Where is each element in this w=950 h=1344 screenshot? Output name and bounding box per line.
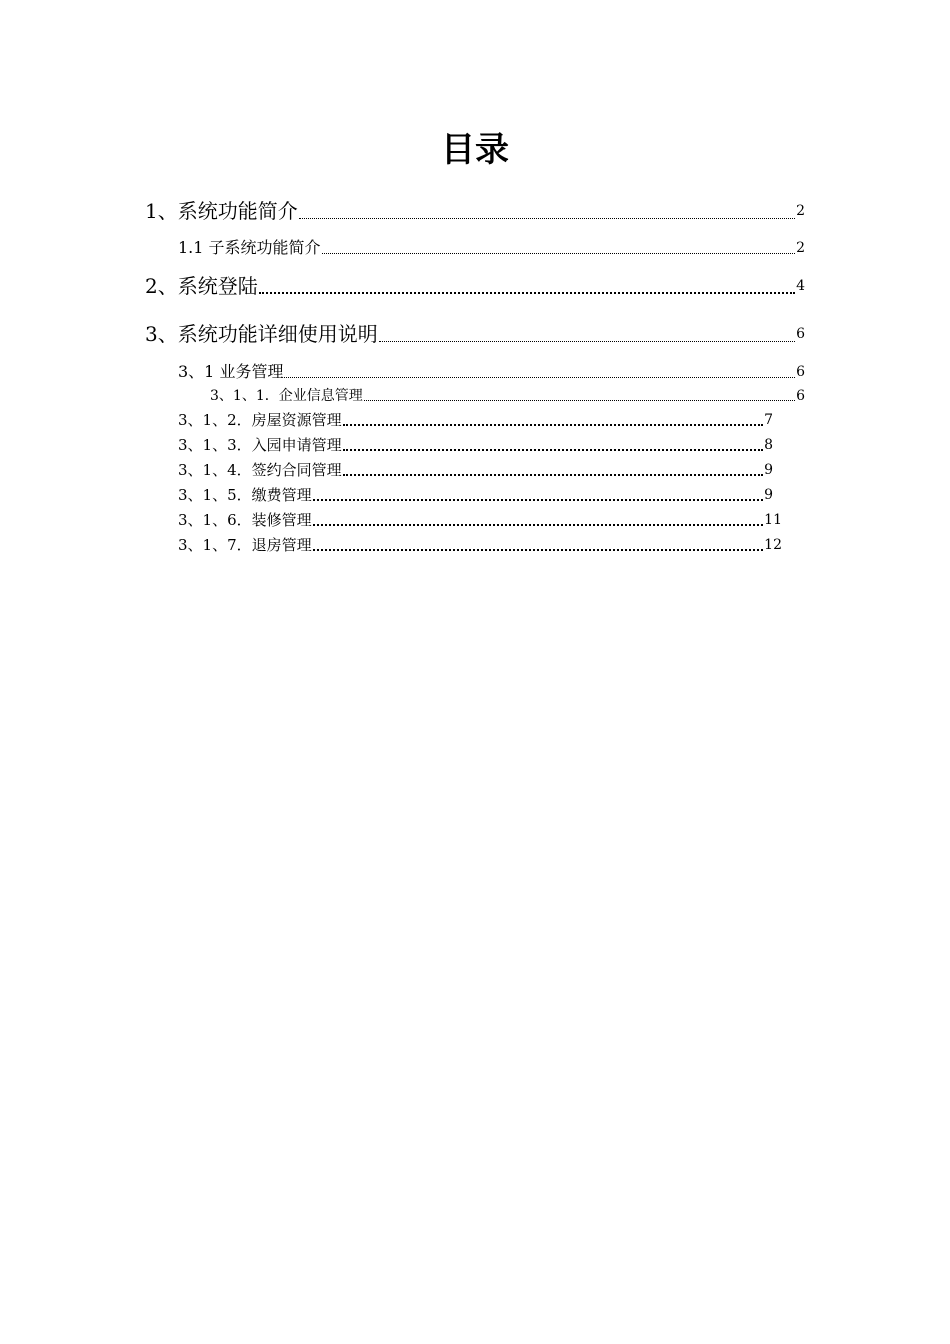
toc-page-number: 12 [764, 537, 782, 553]
toc-leader [379, 341, 795, 342]
toc-page-number: 6 [796, 364, 805, 380]
toc-page-number: 6 [796, 326, 805, 342]
toc-entry[interactable] [145, 273, 805, 299]
toc-entry-label: 3、1、5．缴费管理 [178, 486, 312, 504]
toc-entry[interactable] [178, 510, 782, 531]
toc-leader [313, 499, 763, 501]
page-title: 目录 [441, 130, 509, 170]
toc-entry-label: 3、1、3．入园申请管理 [178, 436, 342, 454]
toc-page-number: 4 [796, 278, 805, 294]
toc-entry[interactable] [178, 361, 805, 383]
toc-page-number: 8 [764, 437, 773, 453]
toc-entry-label: 2、系统登陆 [145, 274, 258, 298]
toc-leader [313, 549, 764, 551]
toc-leader [313, 524, 764, 526]
toc-page-number: 2 [796, 203, 805, 219]
toc-entry-label: 1、系统功能简介 [145, 199, 298, 223]
toc-entry[interactable] [145, 321, 805, 347]
toc-entry-label: 3、系统功能详细使用说明 [145, 322, 378, 346]
toc-leader [343, 474, 763, 476]
toc-entry-label: 3、1、4．签约合同管理 [178, 461, 342, 479]
toc-page-number: 9 [764, 487, 773, 503]
toc-entry-label: 3、1、2．房屋资源管理 [178, 411, 342, 429]
toc-entry-label: 3、1、1．企业信息管理 [210, 388, 363, 404]
toc-page-number: 11 [764, 512, 782, 528]
toc-entry-label: 3、1、7．退房管理 [178, 536, 312, 554]
toc-leader [259, 292, 795, 294]
toc-entry[interactable] [145, 198, 805, 224]
toc-entry-label: 1.1 子系统功能简介 [178, 238, 321, 257]
toc-page-number: 7 [764, 412, 773, 428]
toc-page-number: 2 [796, 240, 805, 256]
toc-leader [299, 218, 795, 219]
toc-entry-label: 3、1、6．装修管理 [178, 511, 312, 529]
toc-entry[interactable] [178, 485, 773, 506]
toc-leader [322, 253, 796, 254]
toc-entry[interactable] [178, 237, 805, 259]
toc-leader [284, 377, 795, 378]
toc-entry[interactable] [178, 460, 773, 481]
toc-page-number: 9 [764, 462, 773, 478]
toc-entry[interactable] [178, 435, 773, 456]
toc-leader [364, 400, 795, 401]
toc-page-number: 6 [796, 388, 805, 404]
toc-entry[interactable] [178, 535, 782, 556]
toc-entry[interactable] [178, 410, 773, 431]
toc-leader [343, 449, 763, 451]
toc-leader [343, 424, 763, 426]
toc-entry-label: 3、1 业务管理 [178, 362, 284, 381]
toc-entry[interactable] [210, 386, 805, 406]
